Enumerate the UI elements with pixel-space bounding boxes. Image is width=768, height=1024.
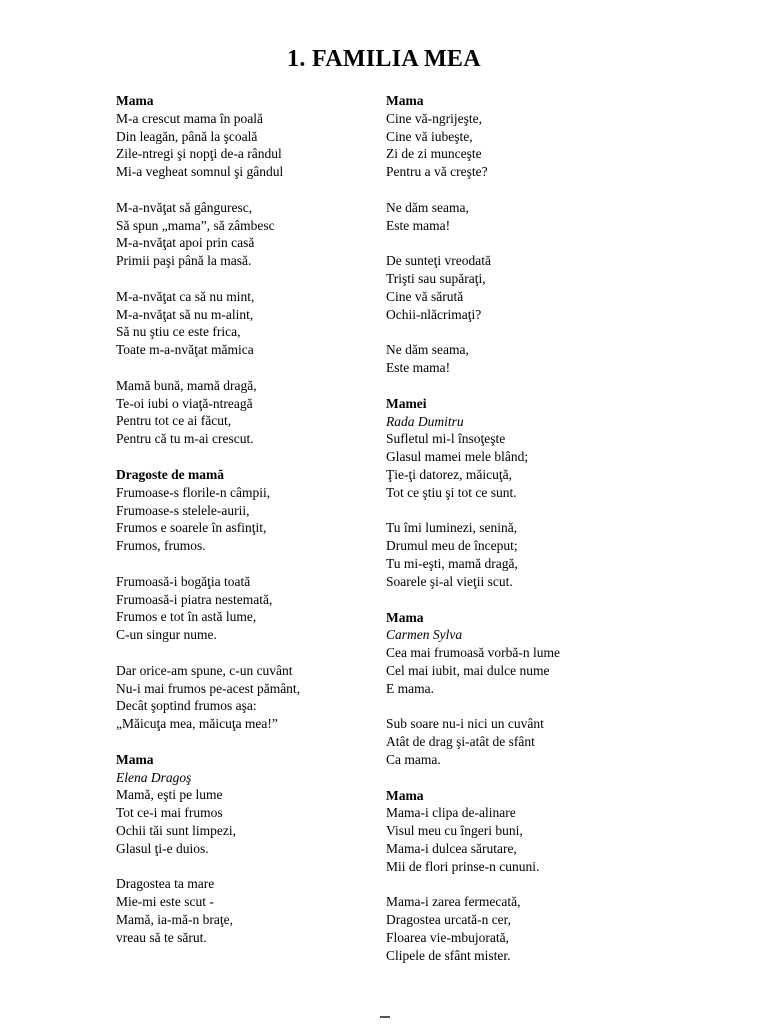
poem-line: Frumos e tot în astă lume, xyxy=(116,609,257,625)
poem-line: Este mama! xyxy=(386,359,451,375)
poem-line: Mama-i zarea fermecată, xyxy=(386,894,521,910)
stanza xyxy=(116,786,386,857)
poem-line: Glasul mamei mele blând; xyxy=(386,449,529,465)
poem-title: Mama xyxy=(386,787,424,803)
page-title: 1. FAMILIA MEA xyxy=(287,46,481,72)
poem-line: Cine vă iubeşte, xyxy=(386,128,473,144)
poem-line: Mama-i dulcea sărutare, xyxy=(386,841,517,857)
poem-line: De sunteţi vreodată xyxy=(386,253,491,269)
poem xyxy=(386,787,656,965)
poem-line: Frumos, frumos. xyxy=(116,538,206,554)
poem-line: Atât de drag şi-atât de sfânt xyxy=(386,734,535,750)
poem-line: Frumoase-s stelele-aurii, xyxy=(116,502,250,518)
stanza xyxy=(386,644,656,697)
poem-title: Mama xyxy=(386,93,424,108)
poem-line: Te-oi iubi o viaţă-ntreagă xyxy=(116,395,253,411)
poem-line: Cine vă-ngrijeşte, xyxy=(386,110,482,126)
poem-line: Clipele de sfânt mister. xyxy=(386,947,511,963)
poem-line: C-un singur nume. xyxy=(116,627,217,643)
poem-line: Mamă, ia-mă-n braţe, xyxy=(116,912,233,928)
poem-title: Mama xyxy=(386,609,424,625)
poem xyxy=(386,395,656,591)
poem-line: Drumul meu de început; xyxy=(386,538,518,554)
stanza xyxy=(116,573,386,644)
poem-line: Mamă, eşti pe lume xyxy=(116,787,223,803)
poem-line: Mie-mi este scut - xyxy=(116,894,214,910)
stanza xyxy=(386,430,656,501)
stanza xyxy=(116,199,386,270)
stanza xyxy=(116,875,386,946)
stanza xyxy=(116,377,386,448)
poem-line: Primii paşi până la masă. xyxy=(116,253,252,269)
poem-line: Dragostea ta mare xyxy=(116,876,215,892)
stanza xyxy=(116,484,386,555)
poem xyxy=(116,466,386,733)
poem-line: Ca mama. xyxy=(386,751,441,767)
poem-line: vreau să te sărut. xyxy=(116,929,207,945)
poem xyxy=(386,609,656,769)
poem-line: Tot ce ştiu şi tot ce sunt. xyxy=(386,484,517,500)
poem-author: Elena Dragoş xyxy=(116,769,192,785)
stanza xyxy=(386,715,656,768)
poem-author: Carmen Sylva xyxy=(386,627,463,643)
poem-line: Tu îmi luminezi, senină, xyxy=(386,520,518,536)
poem-line: Zile-ntregi şi nopţi de-a rândul xyxy=(116,146,282,162)
poem-line: Mamă bună, mamă dragă, xyxy=(116,377,257,393)
poem-title: Mama xyxy=(116,751,154,767)
poem-line: Glasul ţi-e duios. xyxy=(116,840,209,856)
poem-line: Trişti sau supăraţi, xyxy=(386,270,486,286)
stanza xyxy=(116,288,386,359)
poem-line: Este mama! xyxy=(386,217,451,233)
poem-line: Ţie-ţi datorez, măicuţă, xyxy=(386,466,512,482)
poem-title: Mama xyxy=(116,93,154,108)
stanza xyxy=(116,662,386,733)
poem-line: Ochii tăi sunt limpezi, xyxy=(116,823,236,839)
poem-line: Dar orice-am spune, c-un cuvânt xyxy=(116,662,293,678)
poem-line: Sub soare nu-i nici un cuvânt xyxy=(386,716,544,732)
poem-line: M-a-nvăţat apoi prin casă xyxy=(116,235,255,251)
poem-line: Să nu ştiu ce este frica, xyxy=(116,324,241,340)
poem-line: „Măicuţa mea, măicuţa mea!” xyxy=(116,716,278,732)
poem-line: M-a-nvăţat să nu m-alint, xyxy=(116,306,254,322)
poem-line: Pentru că tu m-ai crescut. xyxy=(116,431,254,447)
poem-line: Tot ce-i mai frumos xyxy=(116,805,223,821)
poem-line: Zi de zi munceşte xyxy=(386,146,482,162)
poem-title: Mamei xyxy=(386,395,427,411)
stanza xyxy=(386,519,656,590)
poem-title: Dragoste de mamă xyxy=(116,466,224,482)
poem-line: M-a-nvăţat să gânguresc, xyxy=(116,199,253,215)
poem xyxy=(386,92,656,377)
stanza xyxy=(386,110,656,181)
poem-line: Toate m-a-nvăţat mămica xyxy=(116,342,254,358)
stanza xyxy=(386,199,656,235)
poem-line: Cel mai iubit, mai dulce nume xyxy=(386,662,550,678)
poem-line: E mama. xyxy=(386,680,434,696)
poem xyxy=(116,92,386,448)
poem-line: Sufletul mi-l însoţeşte xyxy=(386,431,506,447)
poem-line: Nu-i mai frumos pe-acest pământ, xyxy=(116,680,301,696)
stanza xyxy=(386,804,656,875)
stanza xyxy=(386,893,656,964)
poem-line: Mama-i clipa de-alinare xyxy=(386,805,516,821)
poem-line: Soarele şi-al vieţii scut. xyxy=(386,573,513,589)
stanza xyxy=(386,252,656,323)
poem-line: Ne dăm seama, xyxy=(386,342,469,358)
poem-line: Din leagăn, până la şcoală xyxy=(116,128,258,144)
poem-line: Frumos e soarele în asfinţit, xyxy=(116,520,267,536)
poem-line: Decât şoptind frumos aşa: xyxy=(116,698,257,714)
poem-line: Mii de flori prinse-n cununi. xyxy=(386,858,540,874)
poem-line: Cine vă sărută xyxy=(386,288,464,304)
poem-line: Frumoasă-i piatra nestemată, xyxy=(116,591,273,607)
poem-line: Ochii-nlăcrimaţi? xyxy=(386,306,482,322)
poem-line: Tu mi-eşti, mamă dragă, xyxy=(386,555,518,571)
stanza xyxy=(386,341,656,377)
stanza xyxy=(116,110,386,181)
poem-line: Ne dăm seama, xyxy=(386,199,469,215)
poem-line: M-a crescut mama în poală xyxy=(116,110,263,126)
poem-line: Dragostea urcată-n cer, xyxy=(386,912,512,928)
left-column xyxy=(116,92,386,965)
poem-line: Mi-a vegheat somnul şi gândul xyxy=(116,164,284,180)
page-number-mark xyxy=(380,1016,390,1018)
poem-line: Frumoase-s florile-n câmpii, xyxy=(116,484,271,500)
right-column xyxy=(386,92,656,983)
poem-author: Rada Dumitru xyxy=(386,413,464,429)
poem-line: Cea mai frumoasă vorbă-n lume xyxy=(386,645,560,661)
poem-line: Floarea vie-mbujorată, xyxy=(386,930,509,946)
poem-line: Frumoasă-i bogăţia toată xyxy=(116,573,251,589)
poem-line: Visul meu cu îngeri buni, xyxy=(386,823,523,839)
poem-line: Pentru a vă creşte? xyxy=(386,164,488,180)
poem xyxy=(116,751,386,947)
poem-line: M-a-nvăţat ca să nu mint, xyxy=(116,288,255,304)
poem-line: Pentru tot ce ai făcut, xyxy=(116,413,232,429)
poem-line: Să spun „mama”, să zâmbesc xyxy=(116,217,275,233)
